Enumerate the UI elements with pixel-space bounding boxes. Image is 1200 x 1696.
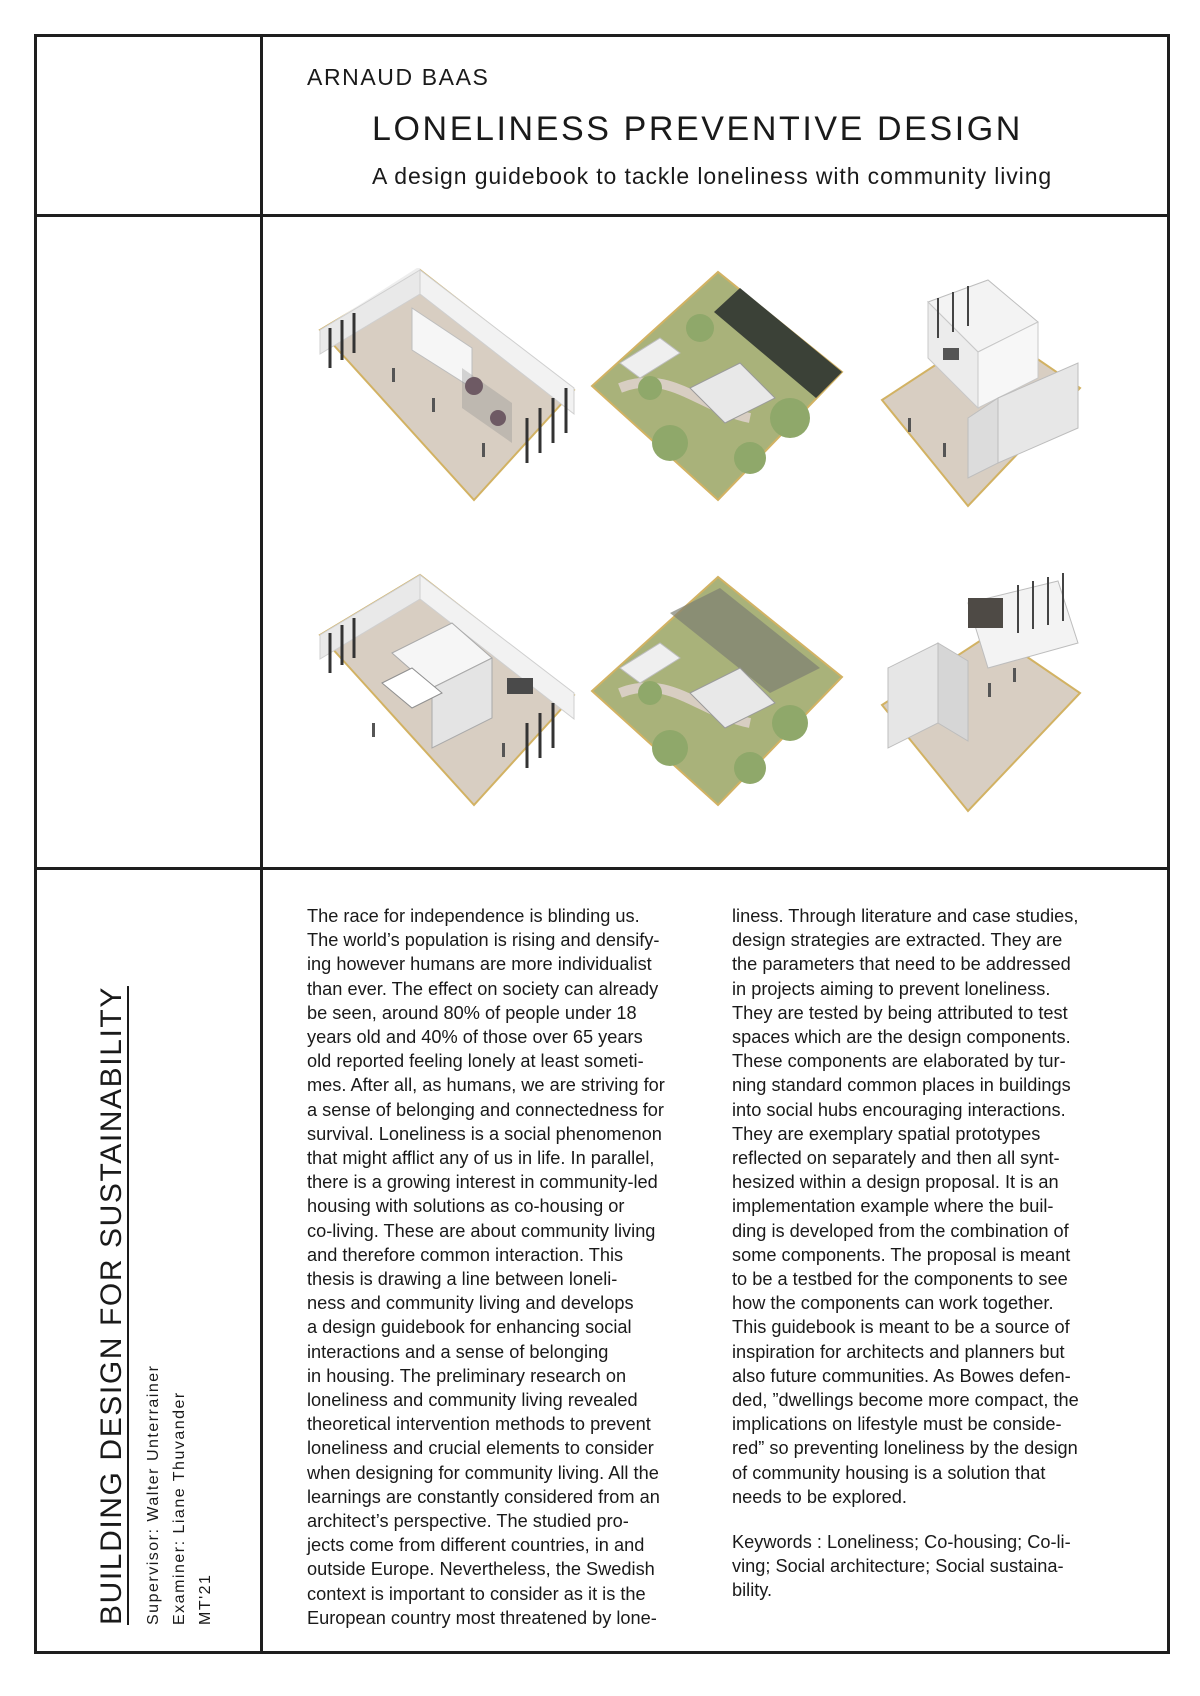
program-title: BUILDING DESIGN FOR SUSTAINABILITY: [95, 986, 128, 1625]
abstract-column-2: liness. Through literature and case studies, design strategies are extracted. They are the parameters that need to be addressed in projects aiming to prevent loneliness. They are tested by being attributed to test spaces which are the design components. These components are elaborated by tur- ning standard common places in buildings into social hubs encouraging interactions. They are exemplary spatial prototypes reflected on separately and then all synt- hesized within a design proposal. It is an implementation example where the buil- ding is developed from the combination of some components. The proposal is meant to be a testbed for the components to see how the components can work together. This guidebook is meant to be a source of inspiration for architects and planners but also future communities. As Bowes defen- ded, ”dwellings become more compact, the implications on lifestyle must be conside- red” so preventing loneliness by the design of community housing is a solution that needs to be explored.: [732, 906, 1079, 1507]
term-label: MT'21: [197, 1573, 214, 1625]
abstract-column-1: The race for independence is blinding us. The world’s population is rising and densify- ing however humans are more individualist than ever. The effect on society can already be seen, around 80% of people under 18 years old and 40% of those over 65 years old reported feeling lonely at least someti- mes. After all, as humans, we are striving for a sense of belonging and connectedness for survival. Loneliness is a social phenomenon that might afflict any of us in life. In parallel, there is a growing interest in community-led housing with solutions as co-housing or co-living. These are about community living and therefore common interaction. This thesis is drawing a line between loneli- ness and community living and develops a design guidebook for enhancing social interactions and a sense of belonging in housing. The preliminary research on loneliness and community living revealed theoretical intervention methods to prevent loneliness and crucial elements to consider when designing for community living. All the learnings are constantly considered from an architect’s perspective. The studied pro- jects come from different countries, in and outside Europe. Nevertheless, the Swedish context is important to consider as it is the European country most threatened by lone-: [307, 906, 665, 1628]
axonometric-drawing-1: [312, 268, 582, 508]
axonometric-drawing-6: [868, 573, 1088, 818]
examiner-label: Examiner: Liane Thuvander: [171, 1391, 188, 1625]
keywords: Keywords : Loneliness; Co-housing; Co-li- ving; Social architecture; Social sustaina- bility.: [732, 1532, 1071, 1601]
frame-vertical-divider: [260, 34, 263, 1654]
axonometric-drawing-3: [868, 268, 1088, 513]
frame-divider-top: [34, 214, 1170, 217]
author-name: ARNAUD BAAS: [307, 64, 490, 90]
frame-divider-bottom: [34, 867, 1170, 870]
axonometric-drawing-5: [590, 573, 850, 813]
page-title: LONELINESS PREVENTIVE DESIGN: [372, 110, 1023, 148]
page-subtitle: A design guidebook to tackle loneliness with community living: [372, 163, 1053, 189]
axonometric-drawing-2: [590, 268, 850, 508]
axonometric-drawing-4: [312, 573, 582, 813]
supervisor-label: Supervisor: Walter Unterrainer: [145, 1364, 162, 1625]
